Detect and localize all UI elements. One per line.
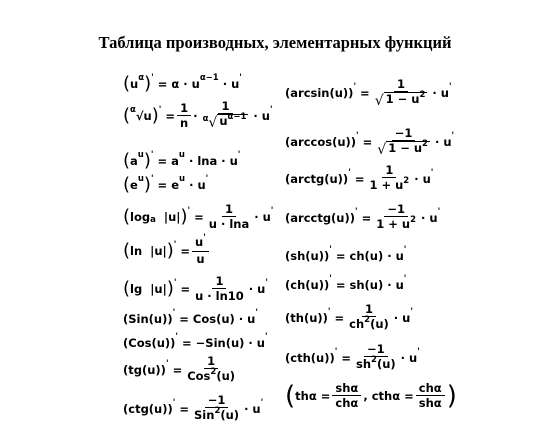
formula-arcsin: (arcsin(u)) ' = 1 √ $1 - u^2$ · u ' xyxy=(285,77,452,109)
formula-lg: ( lg |u| ) ' = $\frac{1}{u \cdot \ln 10}$ · u ' xyxy=(123,274,268,303)
page-title: Таблица производных, элементарных функций xyxy=(98,33,452,52)
formula-ch: (ch(u)) ' = sh(u) · u ' xyxy=(285,274,407,292)
formula-root: ( α √u ) ' = $\frac{1}{n}$ · 1 $^\alpha$ √ $u^{\alpha-1}$ · u ' xyxy=(123,99,273,131)
formula-cth: (cth(u)) ' = $\frac{-1}{sh^2(u)}$ · u ' xyxy=(285,342,420,371)
formula-tg: (tg(u)) ' = $\frac{1}{Cos^2(u)}$ xyxy=(123,354,236,383)
formula-exp-e: ( e u ) ' = e u · u ' xyxy=(123,174,209,195)
formula-ctg: (ctg(u)) ' = $\frac{-1}{Sin^2(u)}$ · u ' xyxy=(123,393,264,422)
formula-arctg: (arctg(u)) ' = $\frac{1}{1 + u^2}$ · u ' xyxy=(285,163,434,192)
formula-exp-a: ( a u ) ' = a u · lna · u ' xyxy=(123,150,241,171)
formula-sh: (sh(u)) ' = ch(u) · u ' xyxy=(285,245,407,263)
formula-log-a: ( log a |u| ) ' = $\frac{1}{u \cdot \ln a}$ · u ' xyxy=(123,202,274,231)
formula-th: (th(u)) ' = $\frac{1}{ch^2(u)}$ · u ' xyxy=(285,302,413,331)
formula-cos: (Cos(u)) ' = −Sin(u) · u ' xyxy=(123,332,268,350)
formula-power: ( u α ) ' = α · u α−1 · u ' xyxy=(123,73,242,94)
formula-arcctg: (arcctg(u)) ' = $\frac{-1}{1 + u^2}$ · u ' xyxy=(285,202,441,231)
formula-ln: ( ln |u| ) ' = $\frac{u'}{u}$ xyxy=(123,236,211,266)
formula-arccos: (arccos(u)) ' = −1 √ $1 - u^2$ · u ' xyxy=(285,126,455,158)
formula-sin: (Sin(u)) ' = Cos(u) · u ' xyxy=(123,308,258,326)
formula-th-cth-def: ( thα = $\frac{\text{shα}}{\text{chα}}$ , cthα = $\frac{\text{chα}}{\text{shα}}$ ) xyxy=(285,381,457,411)
